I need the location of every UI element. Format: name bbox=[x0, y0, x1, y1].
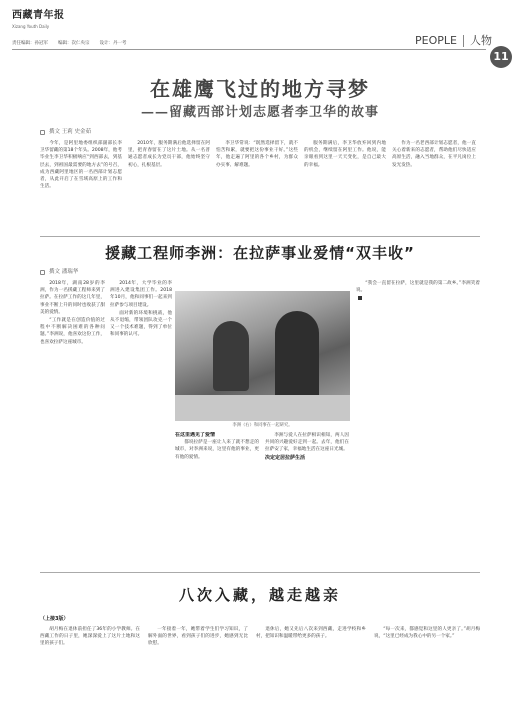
story1-col-4: 服务期满后，李卫华放弃回到内地的机会，继续留在阿里工作。他说，能亲眼看到这里一天天变化，是自己最大的幸福。 bbox=[304, 141, 386, 168]
story1-byline bbox=[40, 128, 91, 137]
issue-proof: 设计：丹一考 bbox=[99, 41, 127, 47]
pen-icon bbox=[40, 270, 45, 275]
masthead-title: 西藏青年报 bbox=[12, 10, 65, 21]
story2-col-1: 2018年，湖南28岁的李洲，作为一名援藏工程师来到了拉萨。在拉萨工作的这几年里，事业不断上升的同时也收获了甜美的爱情。 “工作就是在创造价值的过程中不断解决困难的各种问题。”李洲说，他喜欢这份工作，也喜欢拉萨这座城市。 bbox=[40, 281, 105, 345]
story1-col-2: 2010年，服务期满后他选择留在阿里，把青春留在了这片土地。从一名普通志愿者成长为党员干部，他始终坚守初心，扎根基层。 bbox=[128, 141, 210, 168]
masthead bbox=[12, 8, 162, 30]
story1-col-3: 李卫华常说：“既然选择留下，就不怕苦和累，就要把这份事业干好。”这些年，他走遍了阿里的各个乡村，为群众办实事、解难题。 bbox=[216, 141, 298, 168]
workbench bbox=[175, 395, 350, 421]
story2-photo bbox=[175, 291, 350, 421]
section-en: PEOPLE bbox=[415, 34, 457, 47]
section-divider bbox=[463, 35, 464, 47]
person-figure bbox=[275, 311, 319, 401]
page-number: 11 bbox=[490, 46, 512, 68]
story2-col-2: 2014年，大学毕业的李洲进入建设集团工作。2018年10月，他和同事们一起来到拉萨参与项目建设。 面对新的环境和挑战，他从不退缩，带领团队攻克一个又一个技术难题，得到了单位和同事的认可。 bbox=[110, 281, 172, 338]
pen-icon bbox=[40, 130, 45, 135]
issue-editor: 责任编辑：孙冠军 bbox=[12, 41, 48, 47]
story2-col-3: 在这里遇见了爱情 都说拉萨是一座让人来了就不想走的城市，对李洲来说，这里有他的事业，更有他的爱情。 bbox=[175, 432, 259, 460]
section-label bbox=[415, 32, 492, 49]
issue-design: 编辑：次仁央宗 bbox=[58, 41, 90, 47]
story1-title: 在雄鹰飞过的地方寻梦 bbox=[150, 77, 370, 101]
story1-col-1: 今年，是阿里地委组织部副部长李卫华留藏的第18个年头。2008年，他考毕业生李卫华积极响应“到西部去，到基层去，到祖国最需要的地方去”的号召，成为西藏阿里地区的一名西部计划志愿者，从此开启了在雪域高原上的工作和生活。 bbox=[40, 141, 122, 190]
subhead: 在这里遇见了爱情 bbox=[175, 432, 216, 438]
story3-col-1: 胡月梅在退休前担任了36年的小学教师。在西藏工作的日子里，她深深爱上了这片土地和这里的孩子们。 bbox=[40, 627, 140, 647]
story2-col-5: “我会一直留在拉萨，这里就是我的第二故乡。”李洲笑着说。 bbox=[356, 280, 480, 566]
story3-col-2: 一年接着一年，她带着学生们学习知识，了解外面的世界，看到孩子们的进步，她感到无比欣慰。 bbox=[148, 627, 248, 647]
story2-byline bbox=[40, 268, 78, 277]
story3-continued: （上接3版） bbox=[40, 616, 69, 622]
masthead-subtitle: Xizang Youth Daily bbox=[12, 23, 50, 29]
photo-caption: 李洲（右）和同事在一起研究。 bbox=[232, 423, 293, 428]
divider-rule bbox=[40, 236, 480, 237]
story1-byline-text: 撰文 王莉 史金茹 bbox=[49, 129, 91, 135]
person-figure bbox=[213, 321, 249, 391]
story3-title: 八次入藏，越走越亲 bbox=[178, 586, 341, 604]
story3-col-4: “每一次来，都感觉和这里的人更亲了。”胡月梅说，“这里已经成为我心中的另一个家。” bbox=[374, 627, 480, 640]
story2-col-4: 李洲与爱人在拉萨相识相知，两人因共同的兴趣爱好走到一起。去年，他们在拉萨安了家，幸福地生活在这座日光城。 决定定居拉萨生活 bbox=[265, 433, 349, 461]
story2-title: 援藏工程师李洲：在拉萨事业爱情“双丰收” bbox=[105, 244, 415, 262]
section-cn: 人物 bbox=[470, 34, 492, 47]
subhead: 决定定居拉萨生活 bbox=[265, 454, 306, 461]
end-mark bbox=[358, 296, 362, 300]
story1-col-5: 作为一名老西部计划志愿者，他一直关心着新来的志愿者，帮助他们尽快适应高原生活，融入当地群众，在平凡岗位上发光发热。 bbox=[392, 141, 476, 168]
story1-subtitle: ——留藏西部计划志愿者李卫华的故事 bbox=[140, 105, 379, 120]
story3-col-3: 退休后，她又先后八次来到西藏，走进学校和乡村，把知识和温暖带给更多的孩子。 bbox=[256, 627, 366, 640]
story2-byline-text: 撰文 潘瑞华 bbox=[49, 269, 79, 275]
divider-rule bbox=[40, 572, 480, 573]
